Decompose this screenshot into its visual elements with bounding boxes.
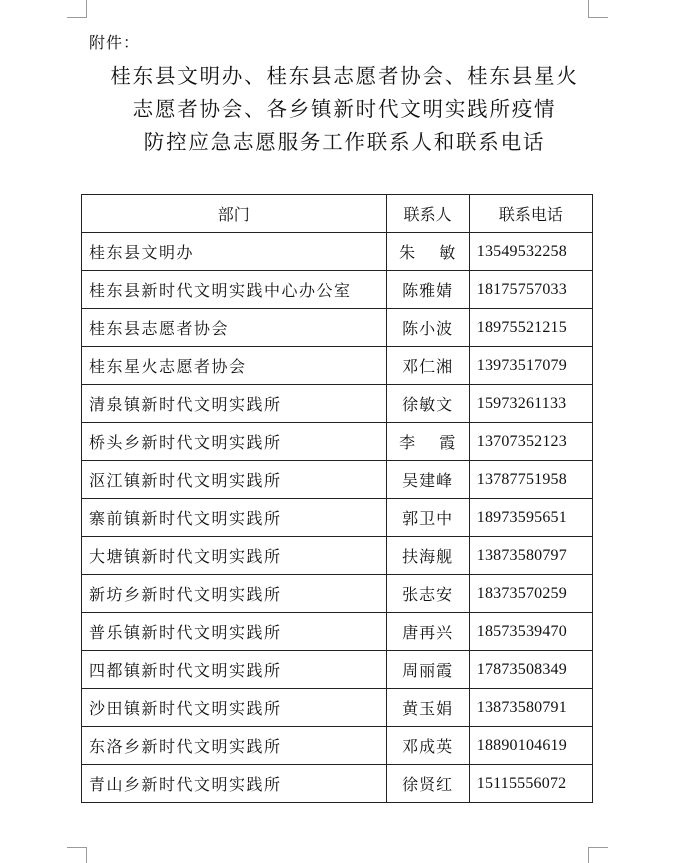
- table-row: [82, 309, 593, 347]
- dept-cell: 桂东县文明办: [82, 233, 387, 271]
- phone-cell: 13549532258: [469, 233, 592, 271]
- contact-cell: 周丽霞: [386, 651, 469, 689]
- phone-cell: 18973595651: [469, 499, 592, 537]
- contact-cell: 陈小波: [386, 309, 469, 347]
- table-row: [82, 689, 593, 727]
- dept-cell: 桂东县志愿者协会: [82, 309, 387, 347]
- table-row: [82, 651, 593, 689]
- header-phone: 联系电话: [469, 195, 592, 233]
- dept-cell: 普乐镇新时代文明实践所: [82, 613, 387, 651]
- table-row: [82, 271, 593, 309]
- dept-cell: 东洛乡新时代文明实践所: [82, 727, 387, 765]
- contact-cell: 扶海舰: [386, 537, 469, 575]
- contact-cell: 朱 敏: [386, 233, 469, 271]
- phone-cell: 18890104619: [469, 727, 592, 765]
- contact-cell: 陈雅婧: [386, 271, 469, 309]
- contact-cell: 郭卫中: [386, 499, 469, 537]
- crop-mark-bottom-left: [67, 847, 87, 863]
- phone-cell: 13973517079: [469, 347, 592, 385]
- table-row: [82, 727, 593, 765]
- contact-cell: 黄玉娟: [386, 689, 469, 727]
- phone-cell: 13787751958: [469, 461, 592, 499]
- dept-cell: 沙田镇新时代文明实践所: [82, 689, 387, 727]
- dept-cell: 大塘镇新时代文明实践所: [82, 537, 387, 575]
- dept-cell: 清泉镇新时代文明实践所: [82, 385, 387, 423]
- crop-mark-top-right: [588, 0, 608, 18]
- phone-cell: 13873580797: [469, 537, 592, 575]
- contact-cell: 李 霞: [386, 423, 469, 461]
- contacts-table: [81, 194, 593, 803]
- title-line: 防控应急志愿服务工作联系人和联系电话: [143, 130, 546, 154]
- table-row: [82, 385, 593, 423]
- table-row: [82, 613, 593, 651]
- phone-cell: 13707352123: [469, 423, 592, 461]
- table-row: [82, 423, 593, 461]
- contact-cell: 徐敏文: [386, 385, 469, 423]
- phone-cell: 13873580791: [469, 689, 592, 727]
- contact-cell: 唐再兴: [386, 613, 469, 651]
- dept-cell: 桂东县新时代文明实践中心办公室: [82, 271, 387, 309]
- attachment-label: 附件：: [89, 33, 141, 52]
- title-line: 桂东县文明办、桂东县志愿者协会、桂东县星火: [110, 64, 579, 88]
- document-title: [70, 60, 619, 159]
- dept-cell: 四都镇新时代文明实践所: [82, 651, 387, 689]
- dept-cell: 青山乡新时代文明实践所: [82, 765, 387, 803]
- phone-cell: 18175757033: [469, 271, 592, 309]
- contact-cell: 徐贤红: [386, 765, 469, 803]
- title-line: 志愿者协会、各乡镇新时代文明实践所疫情: [132, 97, 557, 121]
- table-row: [82, 347, 593, 385]
- phone-cell: 17873508349: [469, 651, 592, 689]
- phone-cell: 18373570259: [469, 575, 592, 613]
- header-dept: 部门: [82, 195, 387, 233]
- table-row: [82, 765, 593, 803]
- dept-cell: 桥头乡新时代文明实践所: [82, 423, 387, 461]
- table-row: [82, 499, 593, 537]
- contact-cell: 吴建峰: [386, 461, 469, 499]
- crop-mark-bottom-right: [588, 847, 608, 863]
- dept-cell: 桂东星火志愿者协会: [82, 347, 387, 385]
- table-row: [82, 537, 593, 575]
- header-contact: 联系人: [386, 195, 469, 233]
- table-row: [82, 461, 593, 499]
- contact-cell: 张志安: [386, 575, 469, 613]
- crop-mark-top-left: [67, 0, 87, 18]
- phone-cell: 15115556072: [469, 765, 592, 803]
- contact-cell: 邓仁湘: [386, 347, 469, 385]
- table-header-row: [82, 195, 593, 233]
- dept-cell: 新坊乡新时代文明实践所: [82, 575, 387, 613]
- phone-cell: 18975521215: [469, 309, 592, 347]
- contact-cell: 邓成英: [386, 727, 469, 765]
- dept-cell: 沤江镇新时代文明实践所: [82, 461, 387, 499]
- table-row: [82, 233, 593, 271]
- phone-cell: 18573539470: [469, 613, 592, 651]
- phone-cell: 15973261133: [469, 385, 592, 423]
- table-row: [82, 575, 593, 613]
- dept-cell: 寨前镇新时代文明实践所: [82, 499, 387, 537]
